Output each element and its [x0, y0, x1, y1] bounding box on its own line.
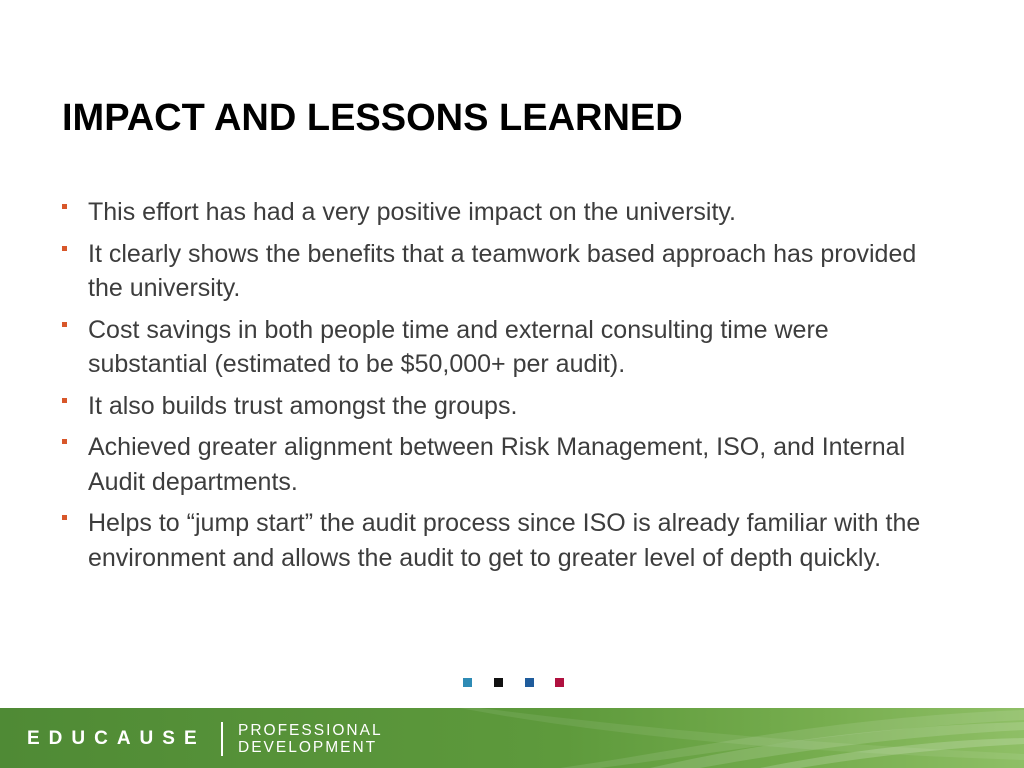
professional-development-label	[238, 722, 383, 756]
bullet-text: Achieved greater alignment between Risk Management, ISO, and Internal Audit departments.	[88, 433, 906, 496]
black-square-icon	[494, 678, 503, 687]
square-bullet-icon	[62, 398, 67, 403]
bullet-item	[62, 430, 952, 499]
bullet-text: Cost savings in both people time and external consulting time were substantial (estimated to be $50,000+ per audit).	[88, 315, 829, 378]
bullet-list	[62, 195, 952, 582]
bullet-text: This effort has had a very positive impact on the university.	[88, 198, 736, 226]
bullet-text: It clearly shows the benefits that a teamwork based approach has provided the university.	[88, 239, 917, 302]
bullet-item	[62, 389, 952, 424]
crimson-square-icon	[555, 678, 564, 687]
tagline-line1: PROFESSIONAL	[238, 722, 383, 739]
slide-title: IMPACT AND LESSONS LEARNED	[62, 97, 683, 139]
bullet-item	[62, 313, 952, 382]
bullet-text: Helps to “jump start” the audit process since ISO is already familiar with the environment and allows the audit to get to greater level of depth quickly.	[88, 509, 921, 572]
footer-banner	[0, 708, 1024, 768]
bullet-text: It also builds trust amongst the groups.	[88, 391, 518, 420]
teal-square-icon	[463, 678, 472, 687]
square-bullet-icon	[62, 322, 67, 327]
decorative-dots	[463, 678, 573, 688]
educause-logo: EDUCAUSE	[27, 728, 206, 749]
square-bullet-icon	[62, 439, 67, 444]
square-bullet-icon	[62, 246, 67, 251]
bullet-item	[62, 195, 952, 230]
logo-divider	[221, 722, 223, 756]
tagline-line2: DEVELOPMENT	[238, 739, 378, 756]
blue-square-icon	[525, 678, 534, 687]
square-bullet-icon	[62, 204, 67, 209]
square-bullet-icon	[62, 515, 67, 520]
bullet-item	[62, 506, 952, 575]
bullet-item	[62, 237, 952, 306]
